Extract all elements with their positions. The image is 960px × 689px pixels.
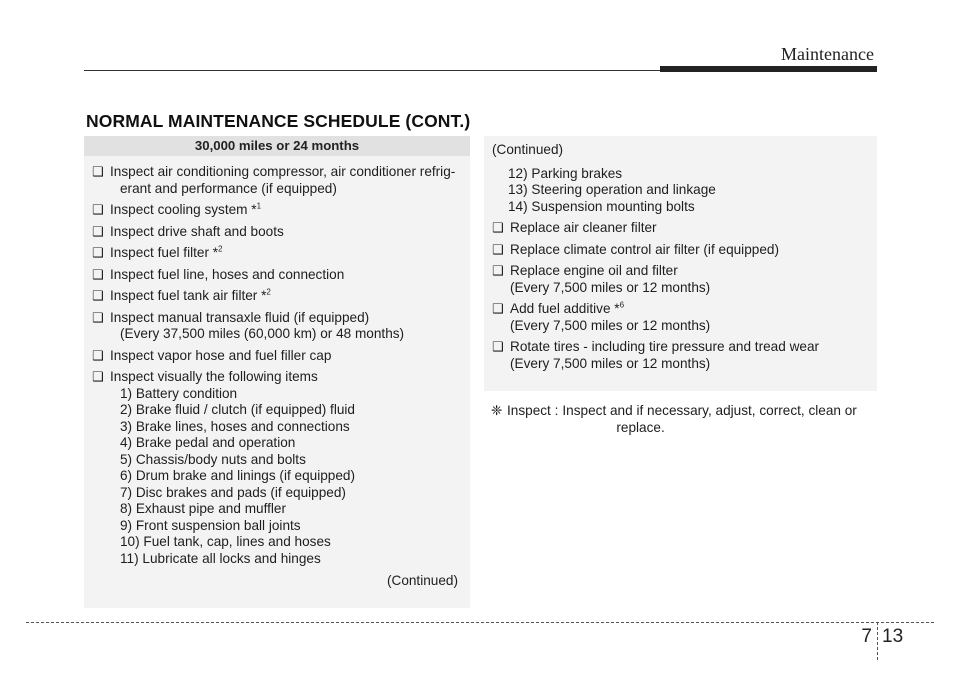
list-item: [492, 242, 869, 259]
item-text: Add fuel additive *: [510, 301, 620, 316]
checkbox-icon: ❑: [492, 220, 504, 235]
checkbox-icon: ❑: [92, 202, 104, 217]
footnote-ref: 2: [266, 287, 271, 297]
sub-item: 2) Brake fluid / clutch (if equipped) fluid: [120, 402, 355, 417]
schedule-panel-left: [84, 136, 470, 608]
note-text: Inspect and if necessary, adjust, correct, clean or: [562, 403, 857, 418]
asterism-icon: ❈: [491, 403, 503, 418]
checkbox-icon: ❑: [92, 245, 104, 260]
sub-item: 4) Brake pedal and operation: [120, 435, 296, 450]
list-item: [492, 220, 869, 237]
chapter-number: 7: [861, 626, 872, 647]
item-text: Inspect vapor hose and fuel filler cap: [110, 347, 332, 363]
checkbox-icon: ❑: [492, 301, 504, 316]
header-title: Maintenance: [781, 44, 874, 64]
sub-item: 1) Battery condition: [120, 385, 238, 401]
sub-item: 8) Exhaust pipe and muffler: [120, 501, 286, 516]
item-text: Inspect cooling system *: [110, 202, 257, 217]
list-item: [92, 369, 462, 567]
checkbox-icon: ❑: [92, 266, 104, 282]
page-number: 13: [882, 626, 904, 647]
continued-note: (Continued): [492, 142, 564, 157]
checkbox-icon: ❑: [492, 241, 504, 257]
list-item: [92, 267, 462, 284]
list-item: [92, 348, 462, 365]
section-title: NORMAL MAINTENANCE SCHEDULE (CONT.): [86, 111, 471, 131]
checkbox-icon: ❑: [92, 223, 104, 239]
sub-item: 10) Fuel tank, cap, lines and hoses: [120, 534, 331, 549]
sub-item: 6) Drum brake and linings (if equipped): [120, 468, 355, 483]
item-text: Inspect fuel tank air filter *: [110, 288, 267, 303]
item-text: Inspect fuel filter *: [110, 245, 219, 260]
list-item: [492, 263, 869, 296]
sub-item: 12) Parking brakes: [508, 165, 623, 181]
item-text: (Every 7,500 miles or 12 months): [510, 279, 711, 295]
sub-item: 3) Brake lines, hoses and connections: [120, 418, 350, 434]
list-item: [92, 224, 462, 241]
item-text: Rotate tires - including tire pressure and tread wear: [510, 339, 820, 354]
item-text: Inspect fuel line, hoses and connection: [110, 266, 345, 282]
footer-rule: [26, 622, 934, 623]
sub-item: 7) Disc brakes and pads (if equipped): [120, 484, 346, 500]
item-text: Inspect visually the following items: [110, 369, 318, 384]
item-text: Replace air cleaner filter: [510, 220, 657, 235]
list-item: [92, 202, 462, 219]
list-item: [92, 245, 462, 262]
note-label: Inspect :: [507, 403, 559, 418]
continued-note: (Continued): [386, 573, 458, 588]
checkbox-icon: ❑: [92, 164, 104, 179]
checkbox-icon: ❑: [492, 263, 504, 278]
checkbox-icon: ❑: [92, 347, 104, 363]
item-text: erant and performance (if equipped): [120, 180, 337, 196]
item-text: Replace climate control air filter (if equipped): [510, 241, 779, 257]
header-rule: [84, 70, 660, 71]
inspect-note: [491, 403, 877, 436]
sub-item-list: [492, 166, 869, 216]
list-item: [92, 310, 462, 343]
checkbox-icon: ❑: [92, 369, 104, 384]
sub-item: 11) Lubricate all locks and hinges: [120, 550, 321, 566]
sub-item: 13) Steering operation and linkage: [508, 182, 716, 197]
item-text: Inspect manual transaxle fluid (if equipped): [110, 309, 370, 325]
footnote-ref: 6: [619, 300, 625, 310]
item-text: (Every 37,500 miles (60,000 km) or 48 months): [120, 326, 405, 341]
footer-divider: [877, 622, 878, 660]
item-text: (Every 7,500 miles or 12 months): [510, 355, 711, 371]
list-item: [492, 301, 869, 334]
checkbox-icon: ❑: [92, 288, 104, 303]
schedule-panel-right: [484, 136, 877, 391]
item-text: Inspect air conditioning compressor, air conditioner refrig-: [110, 164, 456, 179]
sub-item: 9) Front suspension ball joints: [120, 517, 301, 533]
checkbox-icon: ❑: [492, 339, 504, 354]
item-text: Inspect drive shaft and boots: [110, 223, 284, 239]
footnote-ref: 1: [256, 201, 262, 211]
list-item: [492, 339, 869, 372]
note-text: replace.: [616, 419, 665, 435]
footnote-ref: 2: [218, 244, 223, 254]
sub-item: 5) Chassis/body nuts and bolts: [120, 451, 306, 467]
sub-item: 14) Suspension mounting bolts: [508, 198, 695, 214]
header-rule-accent: [660, 66, 877, 72]
item-text: Replace engine oil and filter: [510, 263, 678, 278]
item-text: (Every 7,500 miles or 12 months): [510, 317, 711, 333]
list-item: [92, 164, 462, 197]
interval-heading: 30,000 miles or 24 months: [84, 136, 470, 156]
list-item: [92, 288, 462, 305]
checkbox-icon: ❑: [92, 309, 104, 325]
